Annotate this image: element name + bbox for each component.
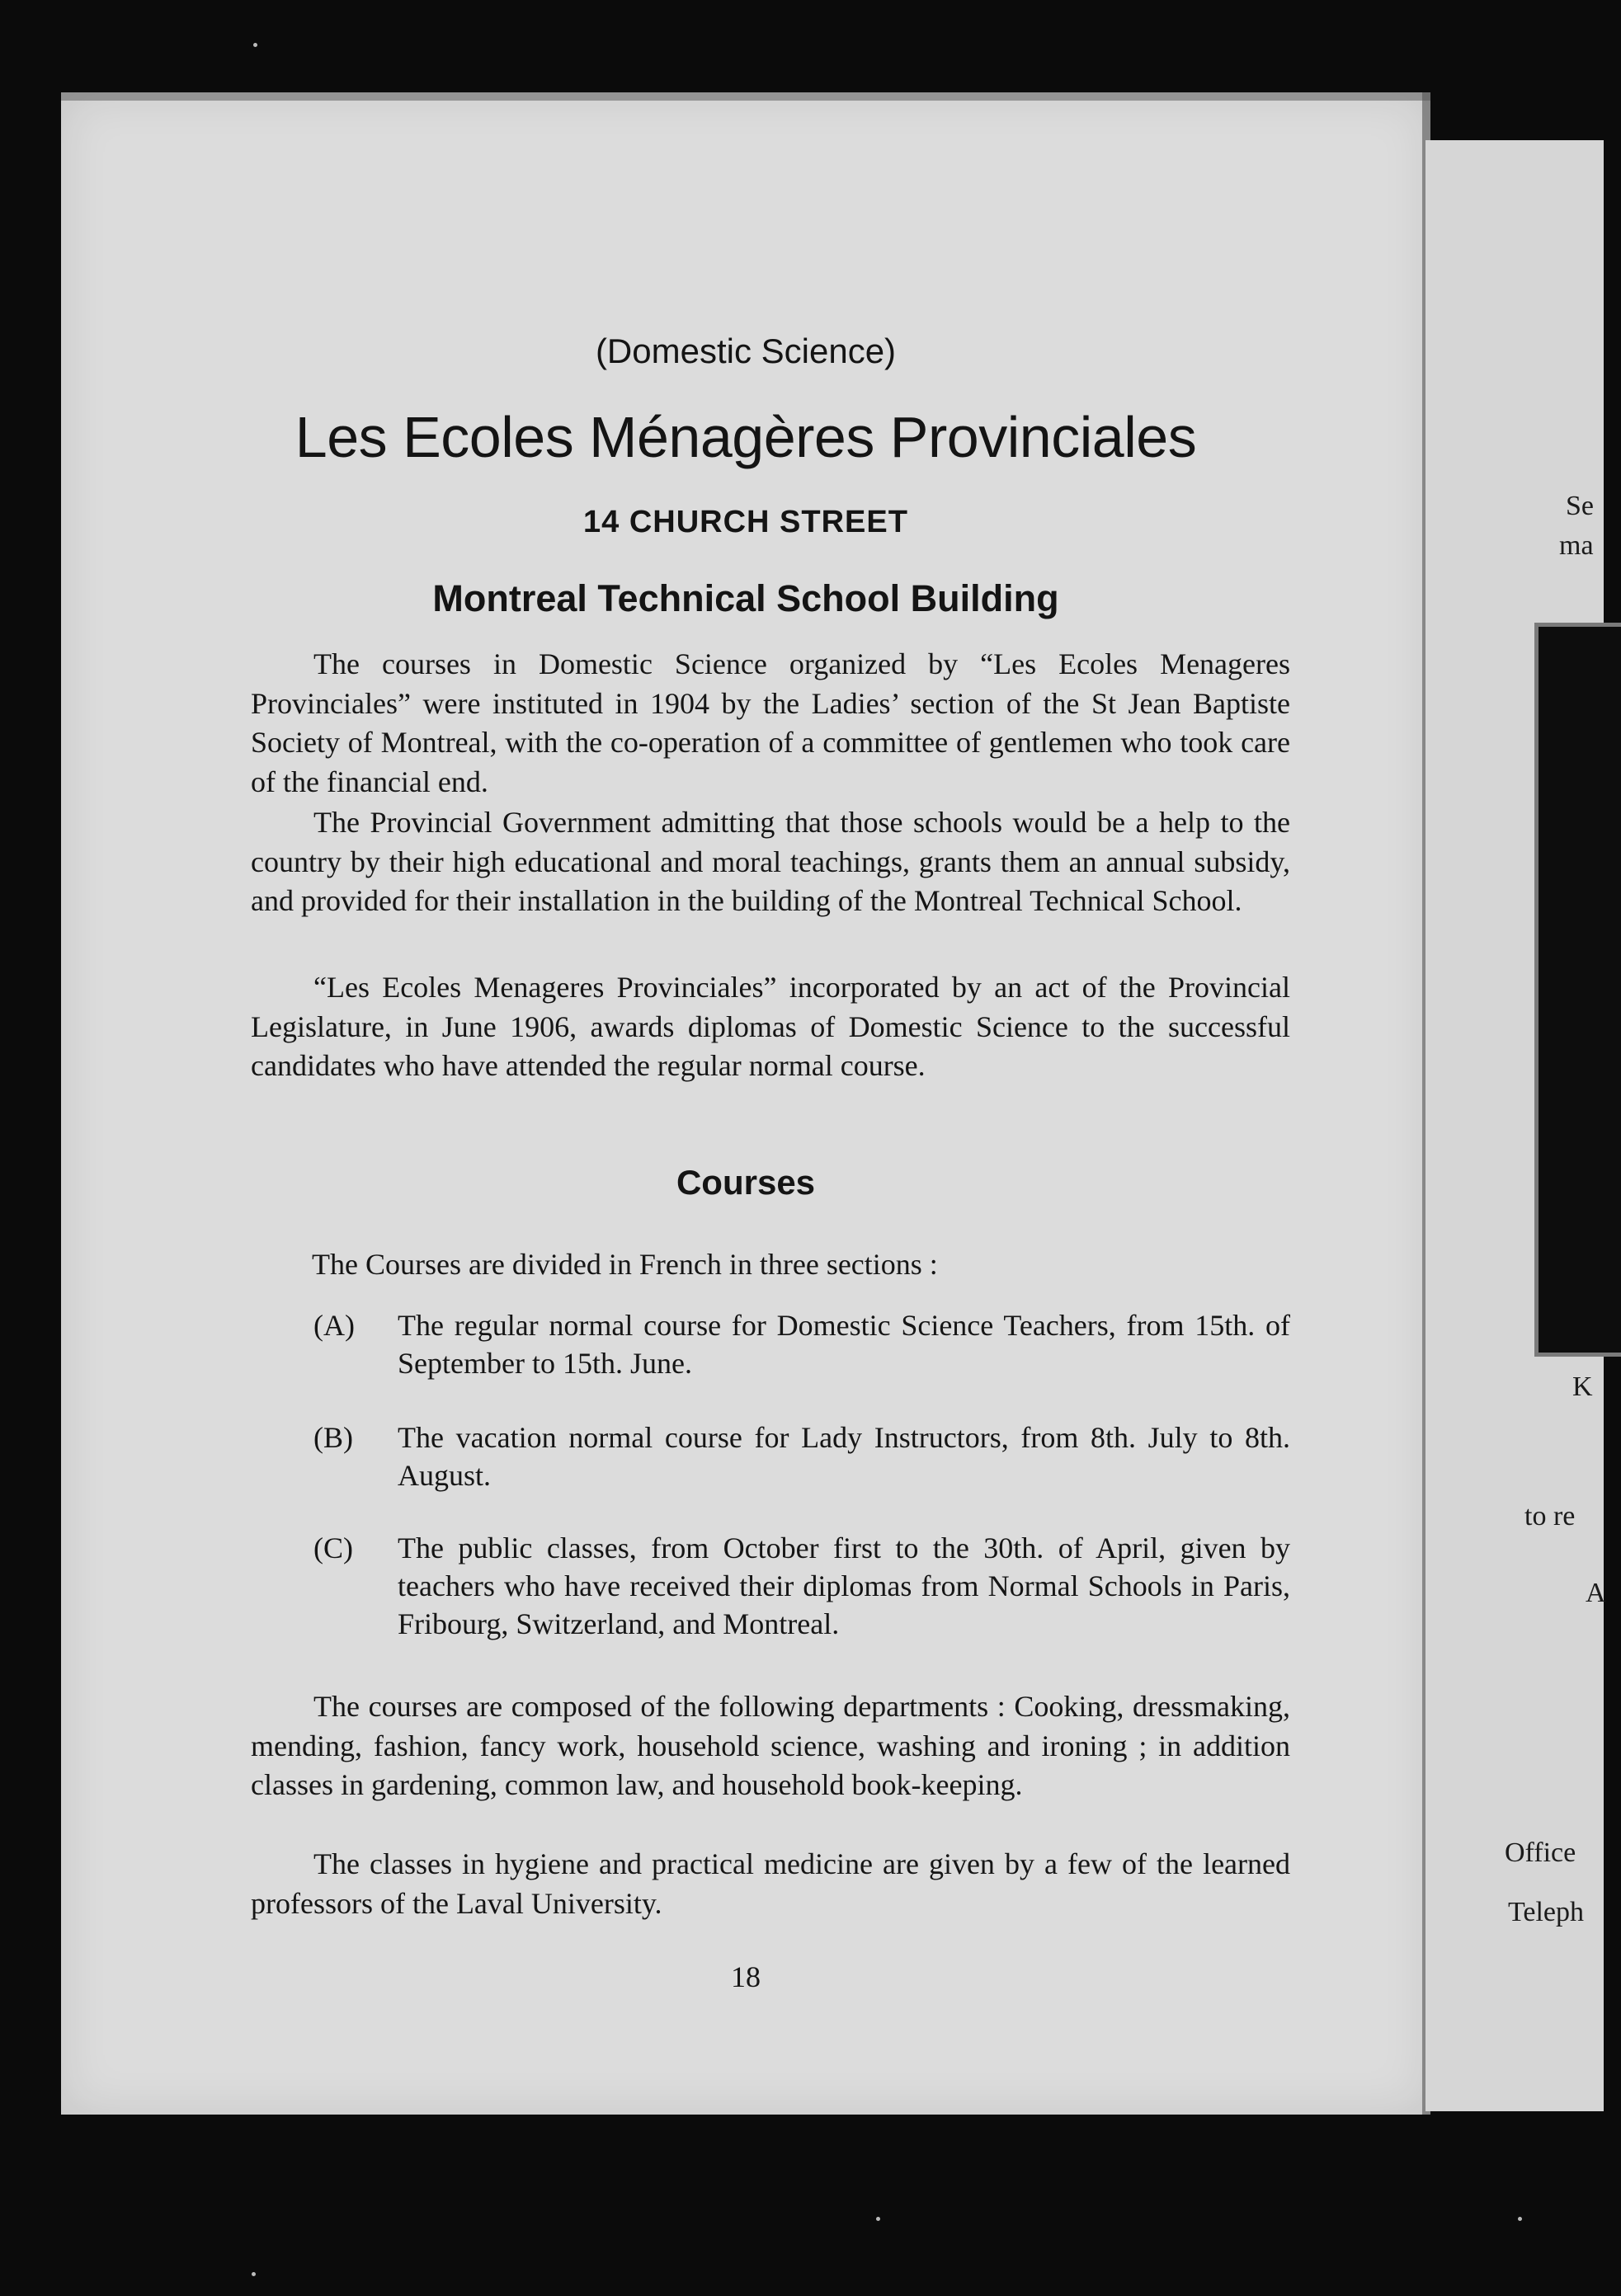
paragraph-history: The courses in Domestic Science organized by “Les Ecoles Menageres Provinciales” were instituted in 1904 by the Ladies’ section of the St Jean Baptiste Society of Montreal, with the co-operation of a committee of gentlemen who took care of the financial end. <box>251 647 1290 798</box>
course-item-text: The public classes, from October first to the 30th. of April, given by teachers who have received their diplomas from Normal Schools in Paris, Fribourg, Switzerland, and Montreal. <box>398 1531 1290 1640</box>
address-heading: 14 CHURCH STREET <box>583 505 908 539</box>
left-page <box>61 92 1430 2115</box>
right-page-fragment: to re <box>1524 1501 1576 1531</box>
photo-fragment <box>1534 623 1621 1357</box>
course-item-text: The vacation normal course for Lady Instructors, from 8th. July to 8th. August. <box>398 1421 1290 1492</box>
paragraph-hygiene: The classes in hygiene and practical medicine are given by a few of the learned professors of the Laval University. <box>251 1847 1290 1920</box>
right-page <box>1425 140 1604 2111</box>
right-page-fragment: Se <box>1566 491 1594 521</box>
page-title: Les Ecoles Ménagères Provinciales <box>295 405 1197 469</box>
course-item-letter: (B) <box>313 1421 353 1454</box>
paragraph-government: The Provincial Government admitting that those schools would be a help to the country by their high educational and moral teachings, grants them an annual subsidy, and provided for their installation in the building of the Montreal Technical School. <box>251 806 1290 917</box>
right-page-fragment: ma <box>1559 530 1594 561</box>
course-item-text: The regular normal course for Domestic Science Teachers, from 15th. of September to 15th. June. <box>398 1309 1290 1380</box>
film-speck <box>252 2272 256 2276</box>
paragraph-departments: The courses are composed of the following departments : Cooking, dressmaking, mending, fashion, fancy work, household science, washing and ironing ; in addition classes in gardening, common law, and household book-keeping. <box>251 1690 1290 1801</box>
page-subtitle: (Domestic Science) <box>595 332 897 370</box>
right-page-fragment: K <box>1572 1371 1593 1402</box>
right-page-fragment: Office <box>1505 1837 1576 1868</box>
film-speck <box>1518 2217 1522 2221</box>
film-speck <box>876 2217 880 2221</box>
paragraph-incorporation: “Les Ecoles Menageres Provinciales” incorporated by an act of the Provincial Legislature, in June 1906, awards diplomas of Domestic Science to the successful candidates who have attended the regular normal course. <box>251 971 1290 1082</box>
course-item-letter: (A) <box>313 1309 355 1342</box>
course-item-letter: (C) <box>313 1531 353 1564</box>
building-heading: Montreal Technical School Building <box>432 577 1059 619</box>
courses-intro: The Courses are divided in French in three sections : <box>312 1248 938 1281</box>
right-page-fragment: A <box>1586 1578 1606 1608</box>
film-speck <box>253 43 257 47</box>
page-number: 18 <box>731 1960 761 1993</box>
right-page-fragment: Teleph <box>1508 1897 1585 1927</box>
courses-heading: Courses <box>676 1163 816 1202</box>
